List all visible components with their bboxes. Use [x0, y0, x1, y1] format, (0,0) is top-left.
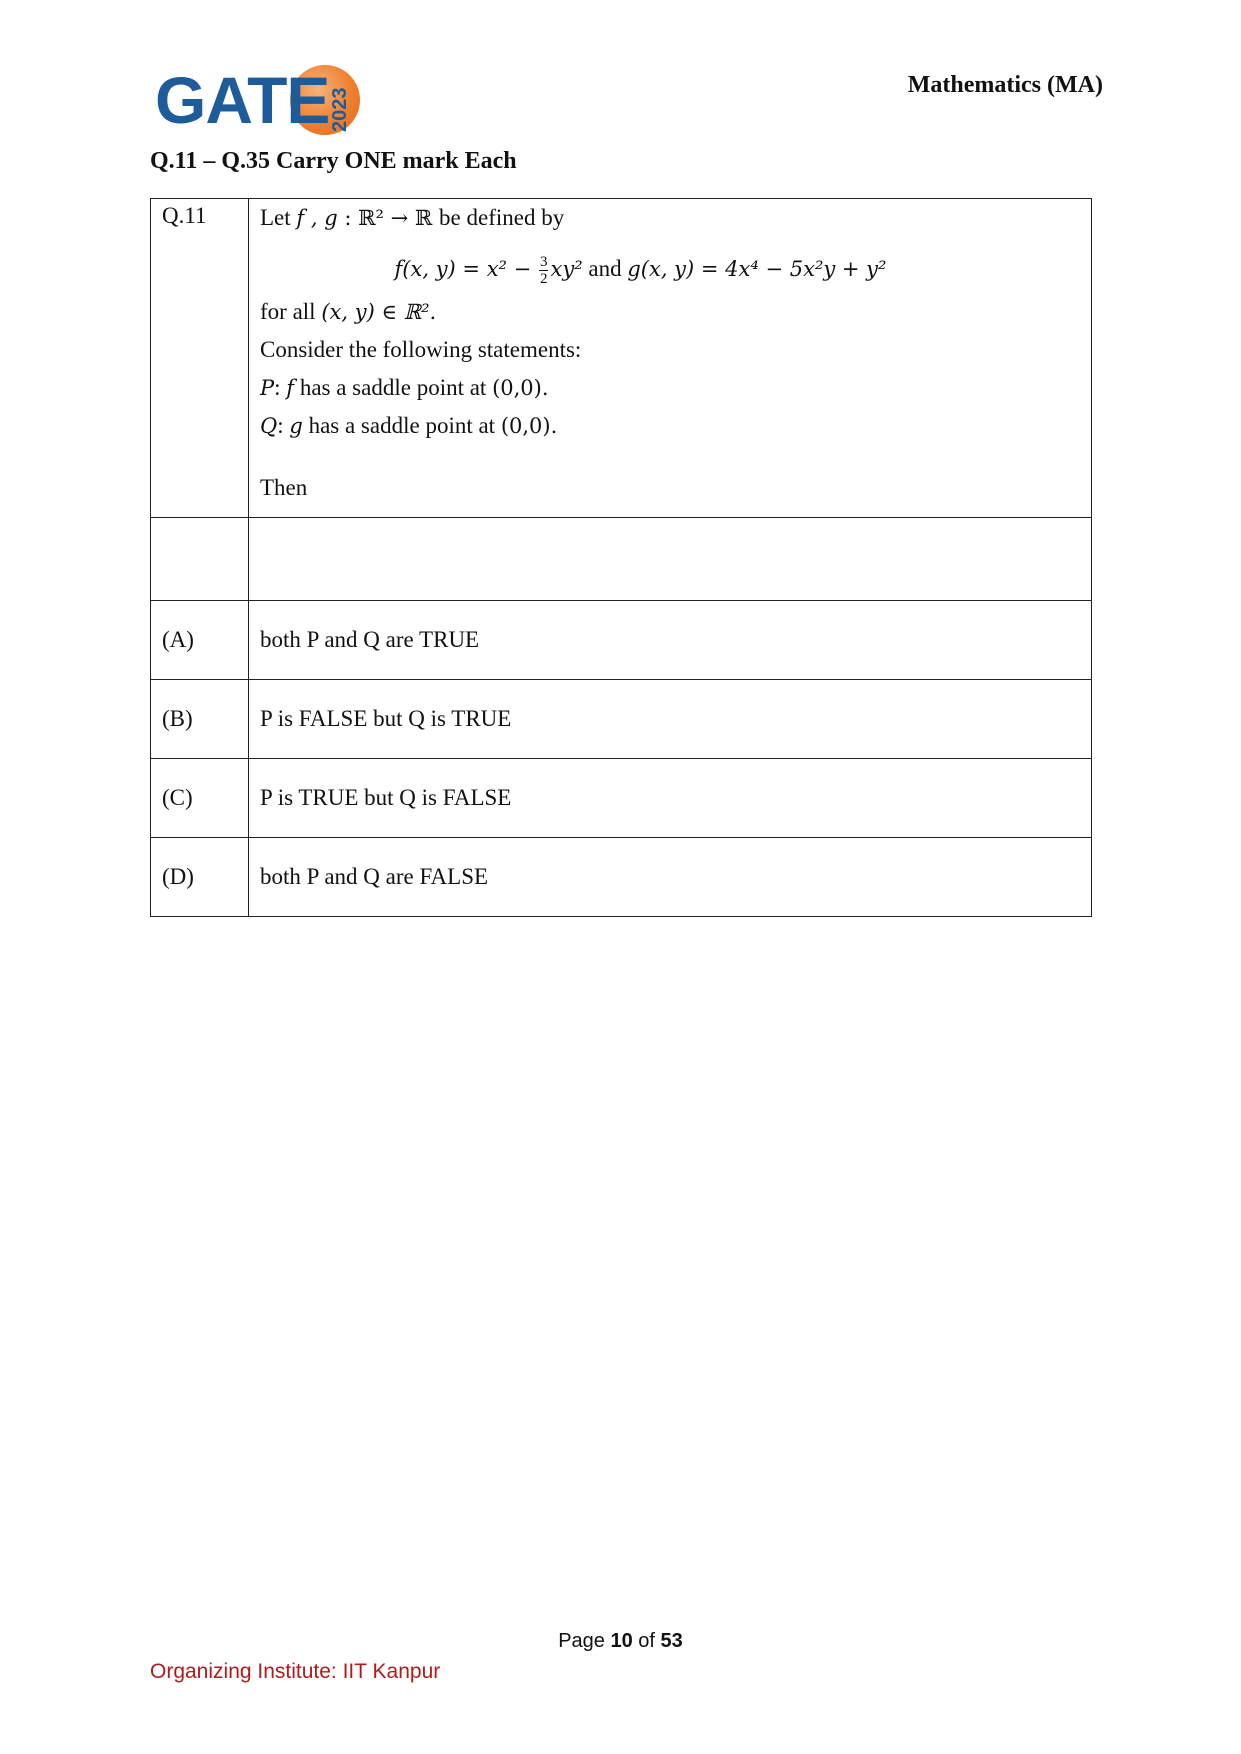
then-line: Then: [260, 475, 308, 500]
logo-year: 2023: [329, 87, 351, 132]
section-title: Q.11 – Q.35 Carry ONE mark Each: [150, 148, 517, 174]
organizing-institute: Organizing Institute: IIT Kanpur: [150, 1660, 441, 1683]
option-c: [151, 759, 1092, 838]
subject-title: Mathematics (MA): [907, 72, 1103, 98]
option-b: [151, 680, 1092, 759]
page-number: Page 10 of 53: [558, 1630, 683, 1652]
option-label: (C): [151, 759, 249, 838]
question-table: [150, 198, 1092, 917]
option-label: (A): [151, 601, 249, 680]
question-body: [249, 199, 1092, 518]
gate-logo: [155, 60, 355, 140]
option-text: both P and Q are TRUE: [249, 601, 1092, 680]
equation-g: g(x, y) = 4x⁴ − 5x²y + y²: [627, 257, 887, 281]
consider-line: Consider the following statements:: [260, 337, 582, 362]
option-text: P is FALSE but Q is TRUE: [249, 680, 1092, 759]
option-label: (D): [151, 838, 249, 917]
equation-f: f(x, y) = x² −: [394, 257, 532, 281]
logo-text: GATE: [155, 63, 330, 137]
option-text: P is TRUE but Q is FALSE: [249, 759, 1092, 838]
equation-line: f(x, y) = x² − $\frac{3}{2}$ xy² and g(x, y) = 4x⁴ − 5x²y + y²: [394, 254, 887, 288]
statement-p: P: f has a saddle point at (0,0).: [260, 375, 549, 400]
blank-row: [151, 518, 1092, 601]
question-row: [151, 199, 1092, 518]
domain-line: for all (x, y) ∈ ℝ².: [260, 299, 437, 324]
intro-mapping: : ℝ² → ℝ: [337, 206, 440, 230]
question-number: Q.11: [151, 199, 249, 518]
question-intro: Let f , g : ℝ² → ℝ be defined by: [260, 205, 565, 230]
statement-q: Q: g has a saddle point at (0,0).: [260, 413, 558, 438]
option-text: both P and Q are FALSE: [249, 838, 1092, 917]
option-label: (B): [151, 680, 249, 759]
intro-functions: f , g: [296, 206, 338, 230]
fraction: $\frac{3}{2}$: [539, 254, 548, 288]
option-a: [151, 601, 1092, 680]
option-d: [151, 838, 1092, 917]
